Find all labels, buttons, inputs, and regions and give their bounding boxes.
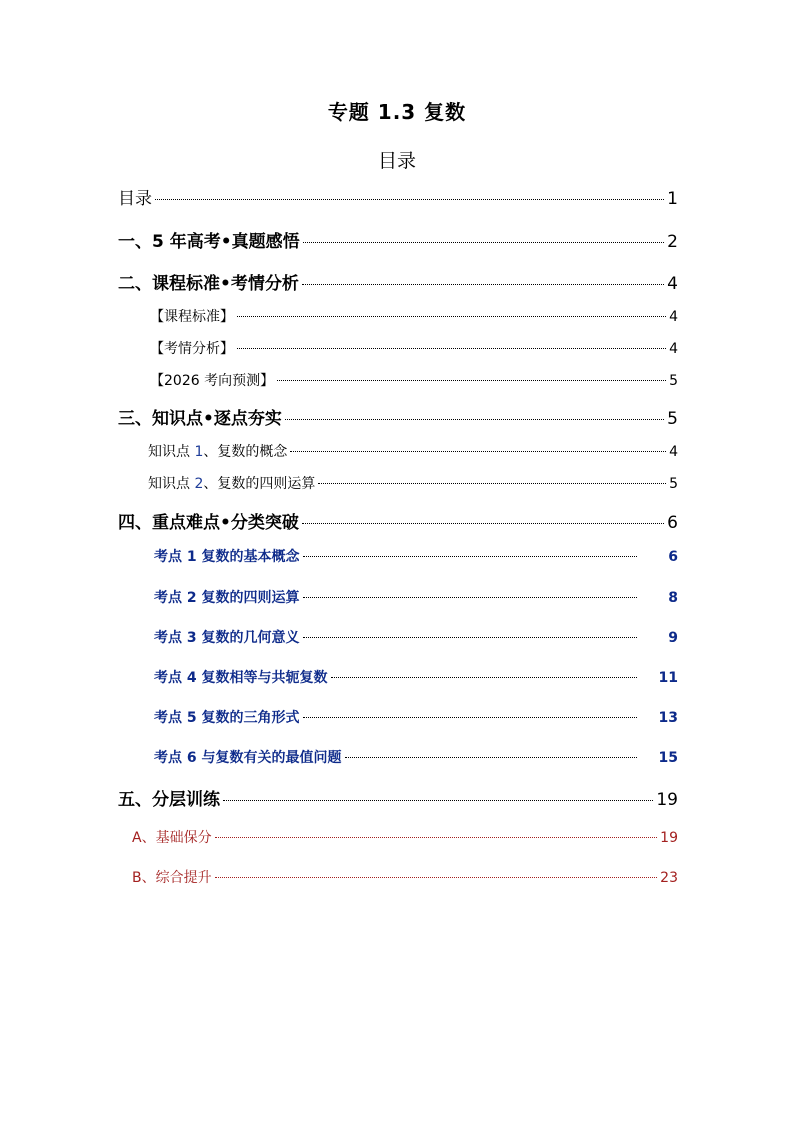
toc-entry-label: 五、分层训练 xyxy=(118,790,220,810)
dot-leader xyxy=(215,877,658,878)
knowledge-title: 、复数的四则运算 xyxy=(203,476,316,492)
dot-leader xyxy=(303,556,638,557)
dot-leader xyxy=(223,800,653,801)
toc-page-number: 23 xyxy=(660,870,678,886)
dot-leader xyxy=(237,316,666,317)
toc-entry-mulu[interactable] xyxy=(118,184,678,209)
toc-page-number: 4 xyxy=(669,341,678,357)
toc-entry-label: 考点 4 复数相等与共轭复数 xyxy=(154,670,328,686)
toc-page-number: 1 xyxy=(667,189,678,209)
toc-page-number: 11 xyxy=(658,670,678,686)
toc-entry-exam-analysis[interactable] xyxy=(150,338,678,358)
toc-entry-kaodian-3[interactable] xyxy=(154,627,678,647)
dot-leader xyxy=(303,637,638,638)
toc-page-number: 4 xyxy=(669,444,678,460)
toc-entry-label: 目录 xyxy=(118,189,152,209)
toc-page-number: 19 xyxy=(660,830,678,846)
toc-entry-label: 二、课程标准•考情分析 xyxy=(118,274,299,294)
toc-page-number: 5 xyxy=(669,373,678,389)
toc-entry-knowledge-2[interactable] xyxy=(148,473,678,493)
toc-page-number: 2 xyxy=(667,232,678,252)
toc-entry-curriculum-standard[interactable] xyxy=(150,306,678,326)
toc-entry-2026-forecast[interactable] xyxy=(150,370,678,390)
toc-entry-label: 考点 2 复数的四则运算 xyxy=(154,590,300,606)
dot-leader xyxy=(302,284,664,285)
dot-leader xyxy=(302,523,664,524)
knowledge-number: 1 xyxy=(194,444,204,460)
dot-leader xyxy=(345,757,638,758)
knowledge-prefix: 知识点 xyxy=(148,444,195,460)
toc-entry-label xyxy=(148,473,315,493)
toc-entry-label: 考点 6 与复数有关的最值问题 xyxy=(154,750,342,766)
toc-entry-label: 三、知识点•逐点夯实 xyxy=(118,409,282,429)
toc-page-number: 6 xyxy=(667,513,678,533)
toc-page-number: 5 xyxy=(667,409,678,429)
toc-entry-section-4[interactable] xyxy=(118,508,678,533)
toc-entry-kaodian-4[interactable] xyxy=(154,667,678,687)
toc-page-number: 9 xyxy=(668,630,678,646)
toc-entry-label: 一、5 年高考•真题感悟 xyxy=(118,232,300,252)
dot-leader xyxy=(303,597,638,598)
knowledge-title: 、复数的概念 xyxy=(203,444,288,460)
toc-heading: 目录 xyxy=(377,150,416,172)
toc-entry-knowledge-1[interactable] xyxy=(148,441,678,461)
dot-leader xyxy=(285,419,664,420)
knowledge-prefix: 知识点 xyxy=(148,476,195,492)
dot-leader xyxy=(155,199,664,200)
toc-page-number: 5 xyxy=(669,476,678,492)
toc-entry-kaodian-6[interactable] xyxy=(154,747,678,767)
toc-entry-label: 【2026 考向预测】 xyxy=(150,373,275,389)
dot-leader xyxy=(215,837,658,838)
toc-page-number: 4 xyxy=(669,309,678,325)
toc-entry-label: A、基础保分 xyxy=(132,830,212,846)
toc-page-number: 6 xyxy=(668,549,678,565)
toc-page-number: 19 xyxy=(656,790,678,810)
dot-leader xyxy=(303,717,638,718)
toc-page-number: 8 xyxy=(668,590,678,606)
toc-entry-label: 【课程标准】 xyxy=(150,309,234,325)
dot-leader xyxy=(318,483,666,484)
toc-page-number: 4 xyxy=(667,274,678,294)
dot-leader xyxy=(331,677,638,678)
toc-entry-comprehensive-training[interactable] xyxy=(132,867,678,887)
toc-entry-label: 四、重点难点•分类突破 xyxy=(118,513,299,533)
toc-entry-label: 【考情分析】 xyxy=(150,341,234,357)
toc-page-number: 15 xyxy=(658,750,678,766)
dot-leader xyxy=(290,451,666,452)
dot-leader xyxy=(237,348,666,349)
toc-entry-label: 考点 3 复数的几何意义 xyxy=(154,630,300,646)
toc-entry-section-5[interactable] xyxy=(118,785,678,810)
toc-entry-section-2[interactable] xyxy=(118,269,678,294)
dot-leader xyxy=(277,380,666,381)
toc-entry-label: B、综合提升 xyxy=(132,870,212,886)
toc-entry-label xyxy=(148,441,287,461)
dot-leader xyxy=(303,242,665,243)
toc-entry-section-3[interactable] xyxy=(118,404,678,429)
toc-entry-kaodian-5[interactable] xyxy=(154,707,678,727)
document-title: 专题 1.3 复数 xyxy=(327,100,467,124)
toc-entry-section-1[interactable] xyxy=(118,227,678,252)
toc-entry-label: 考点 5 复数的三角形式 xyxy=(154,710,300,726)
knowledge-number: 2 xyxy=(194,476,204,492)
toc-entry-kaodian-1[interactable] xyxy=(154,546,678,566)
toc-entry-basic-training[interactable] xyxy=(132,827,678,847)
toc-entry-label: 考点 1 复数的基本概念 xyxy=(154,549,300,565)
toc-page-number: 13 xyxy=(658,710,678,726)
toc-entry-kaodian-2[interactable] xyxy=(154,587,678,607)
